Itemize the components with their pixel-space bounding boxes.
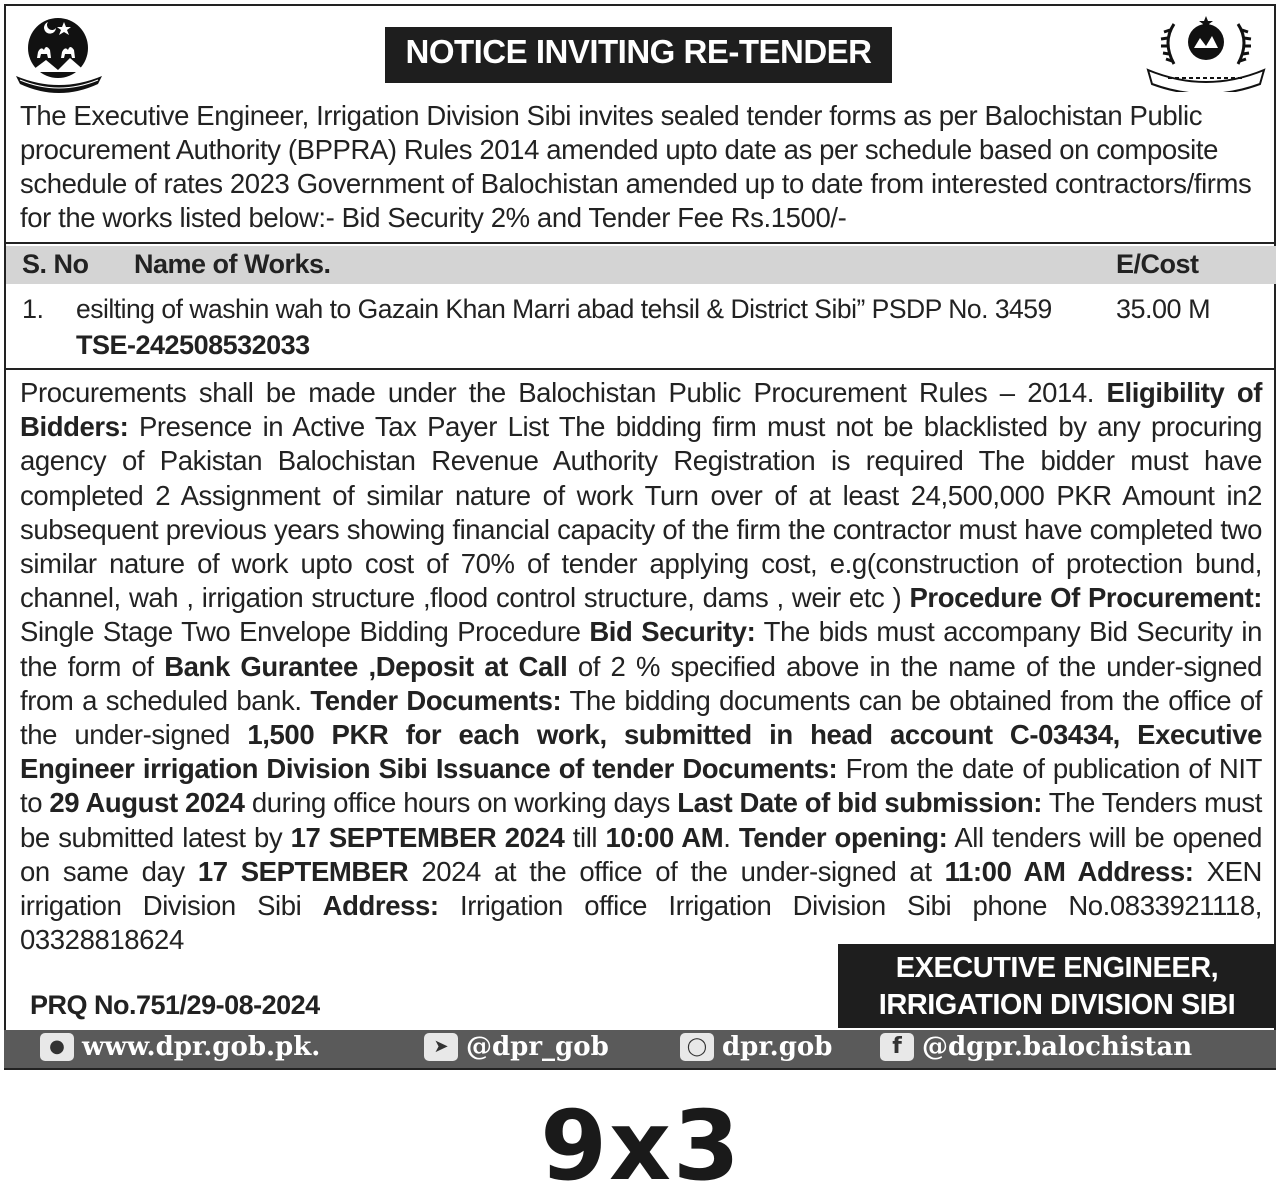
paragraph-text: The bidding documents can be obtained from the office of the under-signed [20, 684, 1262, 751]
intro-line: for the works listed below:- Bid Security 2% and Tender Fee Rs.1500/- [20, 202, 847, 233]
twitter-text: @dpr_gob [466, 1032, 609, 1062]
footer-website[interactable] [40, 1032, 320, 1062]
paragraph-text: during office hours on working days [244, 787, 678, 819]
signature-title: EXECUTIVE ENGINEER, [895, 952, 1219, 984]
bold-heading: 1,500 PKR for each work, submitted in head account C-03434, Executive Engineer irrigation Division Sibi Issuance of tender Documents: [20, 719, 1262, 785]
paragraph-text: of 2 % specified above in the name of the under-signed from a scheduled bank. [20, 650, 1262, 716]
bold-heading: Bank Gurantee ,Deposit at Call [164, 650, 568, 682]
row-cost: 35.00 M [1116, 294, 1211, 324]
paragraph-text: XEN irrigation Division Sibi [20, 855, 1262, 922]
row-sno: 1. [22, 294, 44, 324]
website-text: www.dpr.gob.pk. [82, 1032, 321, 1062]
footer-facebook[interactable] [880, 1032, 1192, 1062]
intro-line: procurement Authority (BPPRA) Rules 2014 amended upto date as per schedule based on composite [20, 134, 1218, 165]
instagram-text: dpr.gob [722, 1032, 833, 1062]
bold-heading: Tender opening: [738, 821, 948, 853]
paragraph-text: From the date of publication of NIT to [20, 753, 1262, 819]
prq-number: PRQ No.751/29-08-2024 [30, 990, 320, 1020]
ad-size-label: 9x3 [540, 1090, 742, 1202]
facebook-text: @dgpr.balochistan [922, 1032, 1193, 1062]
intro-line: schedule of rates 2023 Government of Balochistan amended up to date from interested contractors/firms [20, 168, 1252, 199]
instagram-icon: ◯ [680, 1033, 714, 1061]
header-sno: S. No [22, 249, 89, 279]
paragraph-text: till [564, 821, 606, 853]
paragraph-text: Single Stage Two Envelope Bidding Procedure [20, 616, 590, 648]
header-cost: E/Cost [1116, 249, 1199, 279]
paragraph-text: 2024 at the office of the under-signed at [408, 855, 945, 887]
bold-heading: 17 SEPTEMBER 2024 [290, 821, 565, 853]
intro-line: The Executive Engineer, Irrigation Division Sibi invites sealed tender forms as per Balochistan Public [20, 100, 1203, 131]
paragraph-text: Irrigation office Irrigation Division Sibi phone No.0833921118, 03328818624 [20, 890, 1263, 956]
facebook-icon: f [880, 1033, 914, 1061]
signature-block [838, 944, 1276, 1028]
conditions-paragraph [20, 376, 1262, 957]
footer-twitter[interactable] [424, 1032, 609, 1062]
bold-heading: 10:00 AM [605, 821, 724, 853]
divider [6, 242, 1276, 244]
bold-heading: Last Date of bid submission: [677, 787, 1042, 819]
paragraph-text: All tenders will be opened on same day [20, 821, 1262, 887]
paragraph-text: Presence in Active Tax Payer List The bidding firm must not be blacklisted by any procuring agency of Pakistan Balochistan Revenue Authority Registration is required The bidder must have completed 2 Assignment of similar nature of work Turn over of at least 24,500,000 PKR Amount in2 subsequent previous years showing financial capacity of the firm the contractor must have completed two similar nature of work upto cost of 70% of tender applying cost, e.g(construction of protection bund, channel, wah , irrigation structure ,flood control structure, dams , weir etc ) [20, 411, 1262, 614]
footer-instagram[interactable] [680, 1032, 832, 1062]
bold-heading: Bid Security: [589, 616, 756, 648]
intro-paragraph [20, 99, 1262, 235]
dgpr-emblem-logo [1144, 12, 1268, 92]
paragraph-text: The bids must accompany Bid Security in the form of [20, 616, 1263, 682]
bold-heading: 17 SEPTEMBER [197, 855, 409, 887]
notice-title: NOTICE INVITING RE-TENDER [385, 27, 892, 83]
twitter-icon: ➤ [424, 1033, 458, 1061]
bold-heading: Eligibility of Bidders: [20, 377, 1262, 443]
footer-band [4, 1030, 1276, 1068]
works-table-header [6, 246, 1276, 284]
globe-icon: ● [40, 1033, 74, 1061]
row-tse-number: TSE-242508532033 [76, 330, 310, 360]
header-name: Name of Works. [134, 249, 331, 279]
bold-heading: Tender Documents: [310, 684, 562, 716]
balochistan-emblem-logo [12, 14, 106, 98]
paragraph-text: . [723, 821, 739, 853]
signature-office: IRRIGATION DIVISION SIBI [878, 989, 1236, 1021]
bold-heading: 11:00 AM Address: [944, 855, 1194, 887]
paragraph-text: The Tenders must be submitted latest by [20, 787, 1262, 853]
divider [6, 368, 1276, 370]
paragraph-text: Procurements shall be made under the Balochistan Public Procurement Rules – 2014. [20, 377, 1107, 408]
bold-heading: Address: [322, 890, 439, 922]
bold-heading: Procedure Of Procurement: [909, 582, 1262, 614]
bold-heading: 29 August 2024 [49, 787, 245, 819]
row-work-name: esilting of washin wah to Gazain Khan Marri abad tehsil & District Sibi” PSDP No. 3459 [76, 294, 1052, 324]
